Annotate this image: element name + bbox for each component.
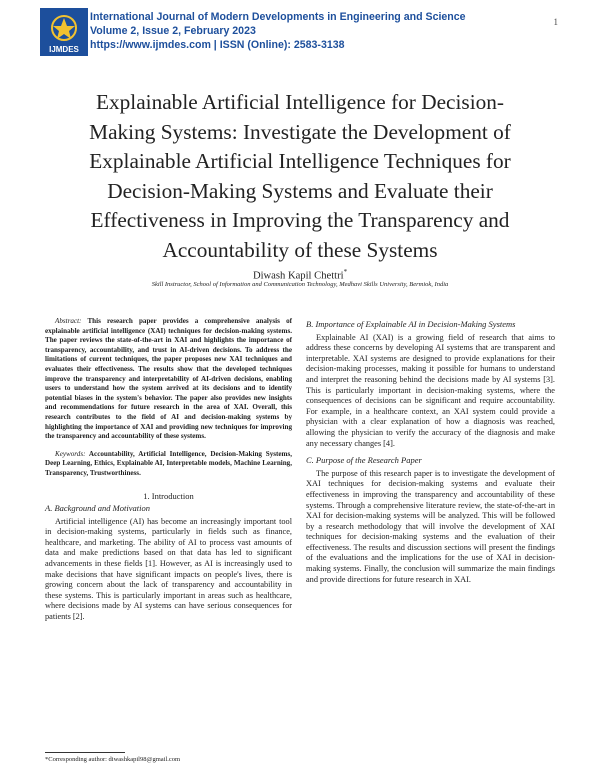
title-line: Effectiveness in Improving the Transparency and [90,208,510,232]
left-column [45,317,292,623]
journal-name: International Journal of Modern Developments in Engineering and Science [90,11,466,23]
author-name: Diwash Kapil Chettri [252,270,344,282]
keywords-text: Accountability, Artificial Intelligence, Decision-Making Systems, Deep Learning, Ethics, Explainable AI, Interpretable models, Machine Learning, Transparency, Trustworthiness. [45,449,292,477]
title-line: Accountability of these Systems [162,237,438,262]
journal-header [90,10,530,53]
journal-url-issn[interactable]: https://www.ijmdes.com | ISSN (Online): 2583-3138 [90,39,345,52]
title-line: Explainable Artificial Intelligence for Decision- [95,90,505,114]
subsection-heading-a: A. Background and Motivation [45,503,150,514]
abstract [45,317,292,442]
section-heading-introduction: 1. Introduction [143,490,194,501]
paragraph-importance: Explainable AI (XAI) is a growing field of research that aims to address these concerns by developing AI systems that are transparent and interpretable. XAI systems are designed to provide explanations for their decision-making processes, making it possible for humans to understand and interpret the reasoning behind the decisions made by AI systems [3]. This is particularly important in decision-making systems, where the consequences of decisions can be significant and require accountability. For example, in a healthcare context, an XAI system could provide a physician with a clear explanation of how a diagnosis was reached, allowing the physician to verify the accuracy of the diagnosis and make any necessary changes [4]. [306,332,555,448]
paper-title [40,88,560,265]
keywords [45,450,292,479]
keywords-label: Keywords: [55,449,86,458]
paragraph-purpose: The purpose of this research paper is to investigate the development of XAI techniques for decision-making systems and evaluate their effectiveness in improving the transparency and accountability of these systems. Through a comprehensive literature review, the state-of-the-art in XAI for decision-making systems will be analyzed. This will be followed by a research methodology that will involve the development of XAI techniques for decision-making systems and the evaluation of their effectiveness. The results and discussion sections will present the findings of the evaluations and the implications for the use of XAI in decision-making systems. Finally, the conclusion will summarize the main findings and provide directions for future research in XAI. [306,468,555,584]
journal-issue: Volume 2, Issue 2, February 2023 [90,25,256,38]
subsection-heading-b: B. Importance of Explainable AI in Decision-Making Systems [306,319,516,329]
title-line: Making Systems: Investigate the Development of [89,119,511,144]
title-line: Explainable Artificial Intelligence Techniques for [89,149,511,173]
author-affiliation: Skill Instructor, School of Information and Communication Technology, Medhavi Skills University, Bermiok, India [151,281,449,288]
author-line [40,268,560,282]
footnote-corresponding-author: *Corresponding author: diwashkapil98@gmail.com [45,756,181,763]
abstract-text: This research paper provides a comprehensive analysis of explainable artificial intelligence (XAI) techniques for decision-making systems. The paper reviews the state-of-the-art in XAI and highlights the importance of transparency, accountability, and trust in AI-driven decisions. To address the limitations of current techniques, the paper proposes new XAI techniques and evaluates their effectiveness. The results show that the developed techniques improve the transparency and interpretability of AI-driven decisions, enabling users to understand how the system arrived at its decisions and to identify potential biases in the system's behavior. The paper also provides new insights and recommendations for future research in the area of XAI. Overall, this research contributes to the field of AI and decision-making systems by highlighting the importance of XAI and providing new techniques for improving the transparency and accountability of these systems. [45,317,292,441]
journal-logo-icon [40,8,88,56]
footnote-divider [45,752,125,753]
abstract-label: Abstract: [55,317,82,325]
paragraph-background: Artificial intelligence (AI) has become an increasingly important tool in decision-making systems, particularly in fields such as finance, healthcare, and marketing. The ability of AI to process vast amounts of data and make predictions based on that data has led to significant advancements in these fields [1]. However, as AI is increasingly used to make decisions that have significant impacts on people's lives, there is growing concern about the lack of transparency and accountability in these systems. This is particularly important in areas such as healthcare, where decisions made by AI systems can have serious consequences for patients [2]. [45,516,292,622]
subsection-heading-c: C. Purpose of the Research Paper [306,455,422,466]
right-column [306,317,555,585]
logo-text: IJMDES [49,45,79,54]
title-line: Decision-Making Systems and Evaluate their [107,178,493,203]
author-mark: * [343,268,348,276]
page-number: 1 [553,17,558,27]
